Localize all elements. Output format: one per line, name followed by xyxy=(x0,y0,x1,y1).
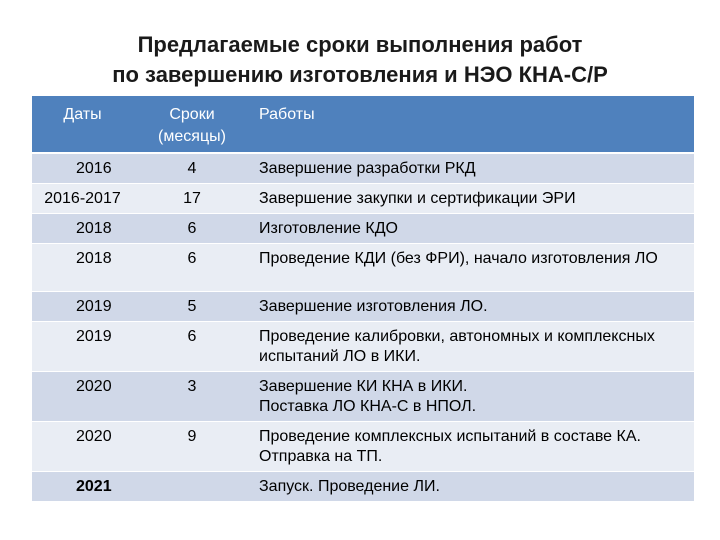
cell-term: 6 xyxy=(133,322,251,372)
cell-date: 2018 xyxy=(32,214,133,244)
cell-work: Проведение КДИ (без ФРИ), начало изготовления ЛО xyxy=(251,244,694,292)
header-terms: Сроки (месяцы) xyxy=(133,96,251,153)
table-row xyxy=(32,472,694,502)
cell-term xyxy=(133,472,251,502)
cell-work: Завершение разработки РКД xyxy=(251,153,694,184)
cell-work-line-1: Завершение КИ КНА в ИКИ. xyxy=(259,378,468,395)
table-row xyxy=(32,244,694,292)
cell-date: 2019 xyxy=(32,292,133,322)
cell-term: 4 xyxy=(133,153,251,184)
cell-work xyxy=(251,372,694,422)
cell-term: 3 xyxy=(133,372,251,422)
slide-title xyxy=(0,30,720,90)
table-header-row xyxy=(32,96,694,153)
table-row xyxy=(32,184,694,214)
cell-work: Завершение закупки и сертификации ЭРИ xyxy=(251,184,694,214)
cell-work: Запуск. Проведение ЛИ. xyxy=(251,472,694,502)
cell-date: 2016-2017 xyxy=(32,184,133,214)
cell-work: Проведение комплексных испытаний в составе КА. Отправка на ТП. xyxy=(251,422,694,472)
table-row xyxy=(32,214,694,244)
title-line-1: Предлагаемые сроки выполнения работ xyxy=(137,32,583,57)
cell-term: 17 xyxy=(133,184,251,214)
cell-term: 5 xyxy=(133,292,251,322)
cell-term: 9 xyxy=(133,422,251,472)
cell-work: Проведение калибровки, автономных и комплексных испытаний ЛО в ИКИ. xyxy=(251,322,694,372)
cell-work: Завершение изготовления ЛО. xyxy=(251,292,694,322)
cell-date: 2019 xyxy=(32,322,133,372)
table-row xyxy=(32,153,694,184)
table-row xyxy=(32,422,694,472)
header-works: Работы xyxy=(251,96,694,153)
cell-date: 2021 xyxy=(32,472,133,502)
cell-date: 2016 xyxy=(32,153,133,184)
cell-term: 6 xyxy=(133,244,251,292)
table-row xyxy=(32,322,694,372)
cell-date: 2020 xyxy=(32,422,133,472)
schedule-table xyxy=(32,96,694,502)
header-dates: Даты xyxy=(32,96,133,153)
cell-date: 2020 xyxy=(32,372,133,422)
cell-date: 2018 xyxy=(32,244,133,292)
table-row xyxy=(32,292,694,322)
title-line-2: по завершению изготовления и НЭО КНА-С/Р xyxy=(112,62,608,87)
cell-work: Изготовление КДО xyxy=(251,214,694,244)
cell-term: 6 xyxy=(133,214,251,244)
cell-work-line-2: Поставка ЛО КНА-С в НПОЛ. xyxy=(259,398,477,415)
table-row xyxy=(32,372,694,422)
